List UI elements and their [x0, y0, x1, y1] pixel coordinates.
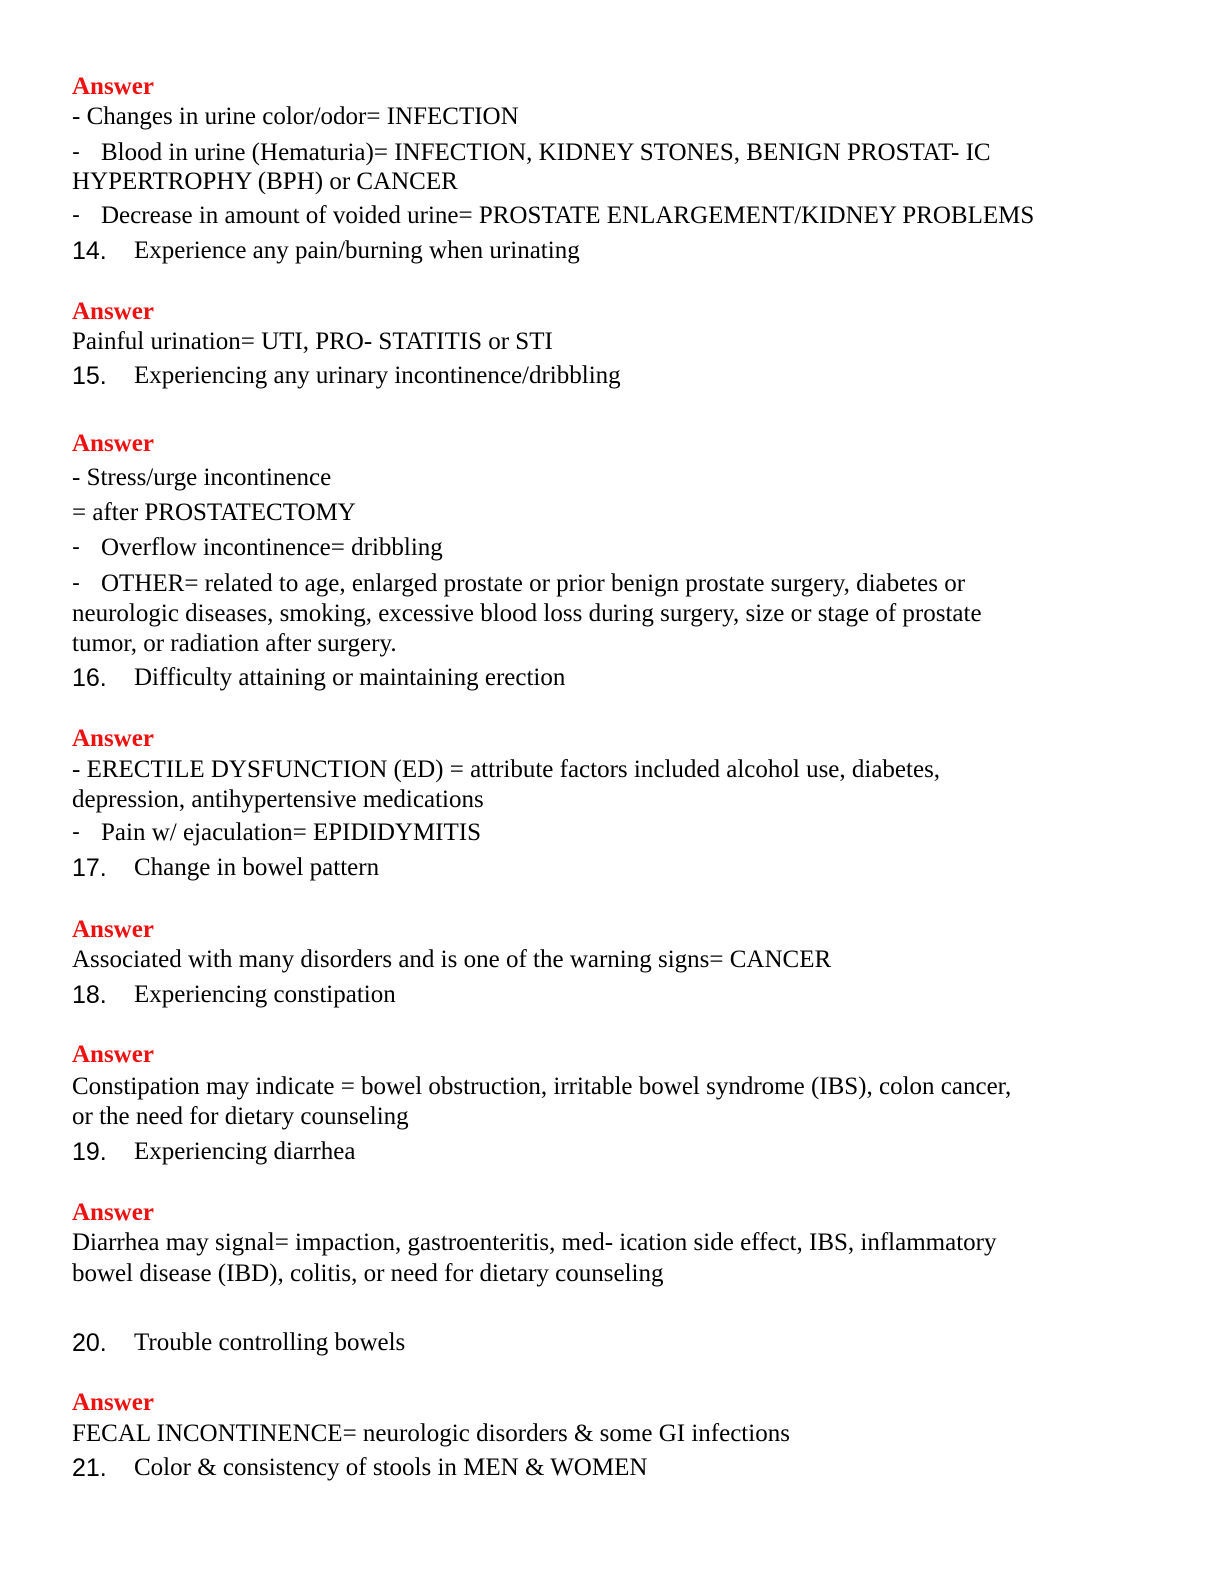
answer-line: Painful urination= UTI, PRO- STATITIS or STI [72, 328, 553, 355]
answer-label: Answer [72, 725, 154, 752]
answer-line: Constipation may indicate = bowel obstruction, irritable bowel syndrome (IBS), colon cancer, [72, 1073, 1012, 1100]
question-text: Trouble controlling bowels [134, 1329, 406, 1356]
answer-label: Answer [72, 1041, 154, 1068]
answer-line: - Stress/urge incontinence [72, 464, 332, 491]
answer-line: = after PROSTATECTOMY [72, 499, 356, 526]
answer-line: Diarrhea may signal= impaction, gastroenteritis, med- ication side effect, IBS, inflammatory [72, 1229, 997, 1256]
answer-label: Answer [72, 430, 154, 457]
question-text: Experiencing constipation [134, 981, 396, 1008]
answer-line: Pain w/ ejaculation= EPIDIDYMITIS [101, 819, 482, 846]
question-text: Experience any pain/burning when urinating [134, 237, 580, 264]
bullet-dash: - [72, 140, 80, 165]
bullet-dash: - [72, 203, 80, 228]
question-number: 15. [72, 362, 107, 390]
question-number: 19. [72, 1138, 107, 1166]
question-text: Experiencing diarrhea [134, 1138, 356, 1165]
question-number: 20. [72, 1329, 107, 1357]
answer-line: depression, antihypertensive medications [72, 786, 484, 813]
answer-line: HYPERTROPHY (BPH) or CANCER [72, 168, 458, 195]
answer-line: neurologic diseases, smoking, excessive blood loss during surgery, size or stage of prostate [72, 600, 982, 627]
question-number: 21. [72, 1454, 107, 1482]
answer-label: Answer [72, 1389, 154, 1416]
bullet-dash: - [72, 571, 80, 596]
question-text: Change in bowel pattern [134, 854, 380, 881]
answer-line: Overflow incontinence= dribbling [101, 534, 443, 561]
answer-label: Answer [72, 73, 154, 100]
answer-line: bowel disease (IBD), colitis, or need for dietary counseling [72, 1260, 664, 1287]
bullet-dash: - [72, 820, 80, 845]
answer-line: tumor, or radiation after surgery. [72, 630, 397, 657]
answer-label: Answer [72, 298, 154, 325]
answer-label: Answer [72, 916, 154, 943]
bullet-dash: - [72, 535, 80, 560]
question-text: Difficulty attaining or maintaining erection [134, 664, 566, 691]
question-number: 16. [72, 664, 107, 692]
question-text: Color & consistency of stools in MEN & WOMEN [134, 1454, 648, 1481]
answer-line: - ERECTILE DYSFUNCTION (ED) = attribute factors included alcohol use, diabetes, [72, 756, 941, 783]
question-text: Experiencing any urinary incontinence/dribbling [134, 362, 621, 389]
answer-line: or the need for dietary counseling [72, 1103, 409, 1130]
answer-line: FECAL INCONTINENCE= neurologic disorders & some GI infections [72, 1420, 790, 1447]
answer-label: Answer [72, 1199, 154, 1226]
answer-line: Blood in urine (Hematuria)= INFECTION, KIDNEY STONES, BENIGN PROSTAT- IC [101, 139, 991, 166]
answer-line: OTHER= related to age, enlarged prostate or prior benign prostate surgery, diabetes or [101, 570, 966, 597]
answer-line: Decrease in amount of voided urine= PROSTATE ENLARGEMENT/KIDNEY PROBLEMS [101, 202, 1035, 229]
question-number: 17. [72, 854, 107, 882]
question-number: 14. [72, 237, 107, 265]
answer-line: Associated with many disorders and is one of the warning signs= CANCER [72, 946, 832, 973]
question-number: 18. [72, 981, 107, 1009]
answer-line: - Changes in urine color/odor= INFECTION [72, 103, 519, 130]
